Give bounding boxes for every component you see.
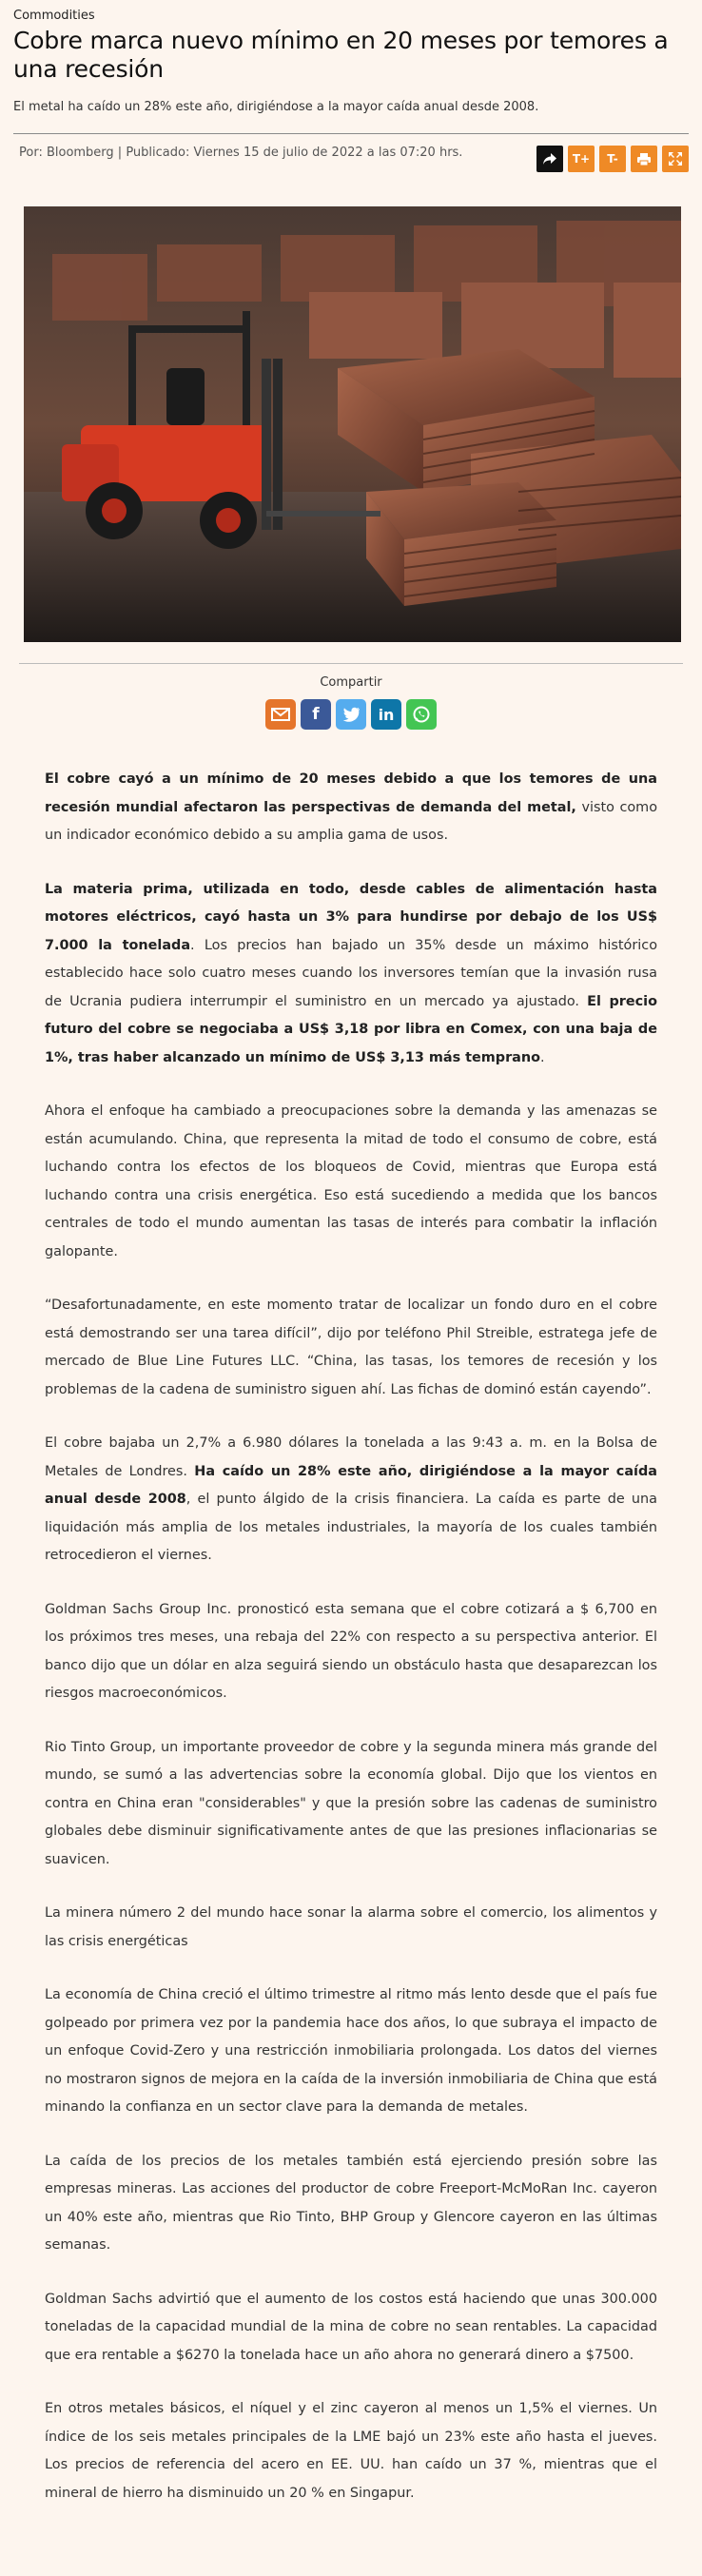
- category-label[interactable]: Commodities: [13, 9, 95, 23]
- copper-forklift-image: [24, 206, 681, 642]
- share-label: Compartir: [320, 675, 382, 690]
- expand-icon: [668, 151, 683, 166]
- email-share-button[interactable]: [265, 699, 296, 730]
- paragraph: Goldman Sachs Group Inc. pronosticó esta semana que el cobre cotizará a $ 6,700 en los próximos tres meses, una rebaja del 22% con respecto a su perspectiva anterior. El banco dijo que un dólar en alza seguirá siendo un obstáculo hasta que desaparezcan los riesgos macroeconómicos.: [45, 1601, 657, 1701]
- paragraph: Rio Tinto Group, un importante proveedor de cobre y la segunda minera más grande del mundo, se sumó a las advertencias sobre la economía global. Dijo que los vientos en contra en China eran "considerables" y que la presión sobre las cadenas de suministro globales debe disminuir significativamente antes de que las presiones inflacionarias se suavicen.: [45, 1739, 657, 1867]
- article-body: [0, 766, 702, 2508]
- article-header: [0, 0, 702, 116]
- share-section: [0, 675, 702, 730]
- meta-row: [0, 134, 702, 189]
- facebook-icon: f: [312, 705, 320, 724]
- print-button[interactable]: [631, 146, 657, 172]
- paragraph: La materia prima, utilizada en todo, desde cables de alimentación hasta motores eléctricos, cayó hasta un 3% para hundirse por debajo de los US$ 7.000 la tonelada. Los precios han bajado un 35% desde un máximo histórico establecido hace solo cuatro meses cuando los inversores temían que la invasión rusa de Ucrania pudiera interrumpir el suministro en un mercado ya ajustado. El precio futuro del cobre se negociaba a US$ 3,18 por libra en Comex, con una baja de 1%, tras haber alcanzado un mínimo de US$ 3,13 más temprano.: [45, 881, 657, 1065]
- email-icon: [271, 708, 290, 721]
- paragraph: Ahora el enfoque ha cambiado a preocupaciones sobre la demanda y las amenazas se están acumulando. China, que representa la mitad de todo el consumo de cobre, está luchando contra los efectos de los bloqueos de Covid, mientras que Europa está luchando contra una crisis energética. Eso está sucediendo a medida que los bancos centrales de todo el mundo aumentan las tasas de interés para combatir la inflación galopante.: [45, 1103, 657, 1259]
- share-icons: [0, 699, 702, 730]
- twitter-icon: [341, 707, 361, 722]
- article-subtitle: El metal ha caído un 28% este año, dirigiéndose a la mayor caída anual desde 2008.: [13, 100, 539, 114]
- paragraph: El cobre cayó a un mínimo de 20 meses debido a que los temores de una recesión mundial afectaron las perspectivas de demanda del metal, visto como un indicador económico debido a su amplia gama de usos.: [45, 771, 657, 843]
- linkedin-share-button[interactable]: [371, 699, 401, 730]
- share-arrow-icon: [542, 152, 557, 166]
- article-tools: [536, 146, 689, 172]
- whatsapp-share-button[interactable]: [406, 699, 437, 730]
- divider: [19, 663, 683, 664]
- article-photo: [24, 206, 681, 642]
- paragraph: La caída de los precios de los metales también está ejerciendo presión sobre las empresas mineras. Las acciones del productor de cobre Freeport-McMoRan Inc. cayeron un 40% este año, mientras que Rio Tinto, BHP Group y Glencore cayeron en las últimas semanas.: [45, 2153, 657, 2253]
- share-arrow-button[interactable]: [536, 146, 563, 172]
- whatsapp-icon: [412, 705, 431, 724]
- print-icon: [636, 152, 652, 166]
- paragraph: “Desafortunadamente, en este momento tratar de localizar un fondo duro en el cobre está demostrando ser una tarea difícil”, dijo por teléfono Phil Streible, estratega jefe de mercado de Blue Line Futures LLC. “China, las tasas, los temores de recesión y los problemas de la cadena de suministro siguen ahí. Las fichas de dominó están cayendo”.: [45, 1298, 657, 1397]
- page-title: Cobre marca nuevo mínimo en 20 meses por temores a una recesión: [13, 27, 669, 83]
- paragraph: La economía de China creció el último trimestre al ritmo más lento desde que el país fue golpeado por primera vez por la pandemia hace dos años, lo que subraya el impacto de un enfoque Covid-Zero y una restricción inmobiliaria prolongada. Los datos del viernes no mostraron signos de mejora en la caída de la inversión inmobiliaria de China que está minando la confianza en un sector clave para la demanda de metales.: [45, 1987, 657, 2115]
- expand-button[interactable]: [662, 146, 689, 172]
- facebook-share-button[interactable]: [301, 699, 331, 730]
- paragraph: En otros metales básicos, el níquel y el zinc cayeron al menos un 1,5% el viernes. Un índice de los seis metales principales de la LME bajó un 23% este año hasta el jueves. Los precios de referencia del acero en EE. UU. han caído un 37 %, mientras que el mineral de hierro ha disminuido un 20 % en Singapur.: [45, 2401, 657, 2501]
- font-decrease-button[interactable]: T-: [599, 146, 626, 172]
- paragraph: El cobre bajaba un 2,7% a 6.980 dólares la tonelada a las 9:43 a. m. en la Bolsa de Metales de Londres. Ha caído un 28% este año, dirigiéndose a la mayor caída anual desde 2008, el punto álgido de la crisis financiera. La caída es parte de una liquidación más amplia de los metales industriales, la mayoría de los cuales también retrocedieron el viernes.: [45, 1435, 657, 1563]
- byline: Por: Bloomberg | Publicado: Viernes 15 de julio de 2022 a las 07:20 hrs.: [19, 146, 463, 160]
- twitter-share-button[interactable]: [336, 699, 366, 730]
- related-headline[interactable]: La minera número 2 del mundo hace sonar la alarma sobre el comercio, los alimentos y las crisis energéticas: [45, 1905, 657, 1949]
- paragraph: Goldman Sachs advirtió que el aumento de los costos está haciendo que unas 300.000 toneladas de la capacidad mundial de la mina de cobre no sean rentables. La capacidad que era rentable a $6270 la tonelada hace un año ahora no generará dinero a $7500.: [45, 2291, 657, 2363]
- linkedin-icon: in: [378, 705, 395, 724]
- font-increase-button[interactable]: T+: [568, 146, 595, 172]
